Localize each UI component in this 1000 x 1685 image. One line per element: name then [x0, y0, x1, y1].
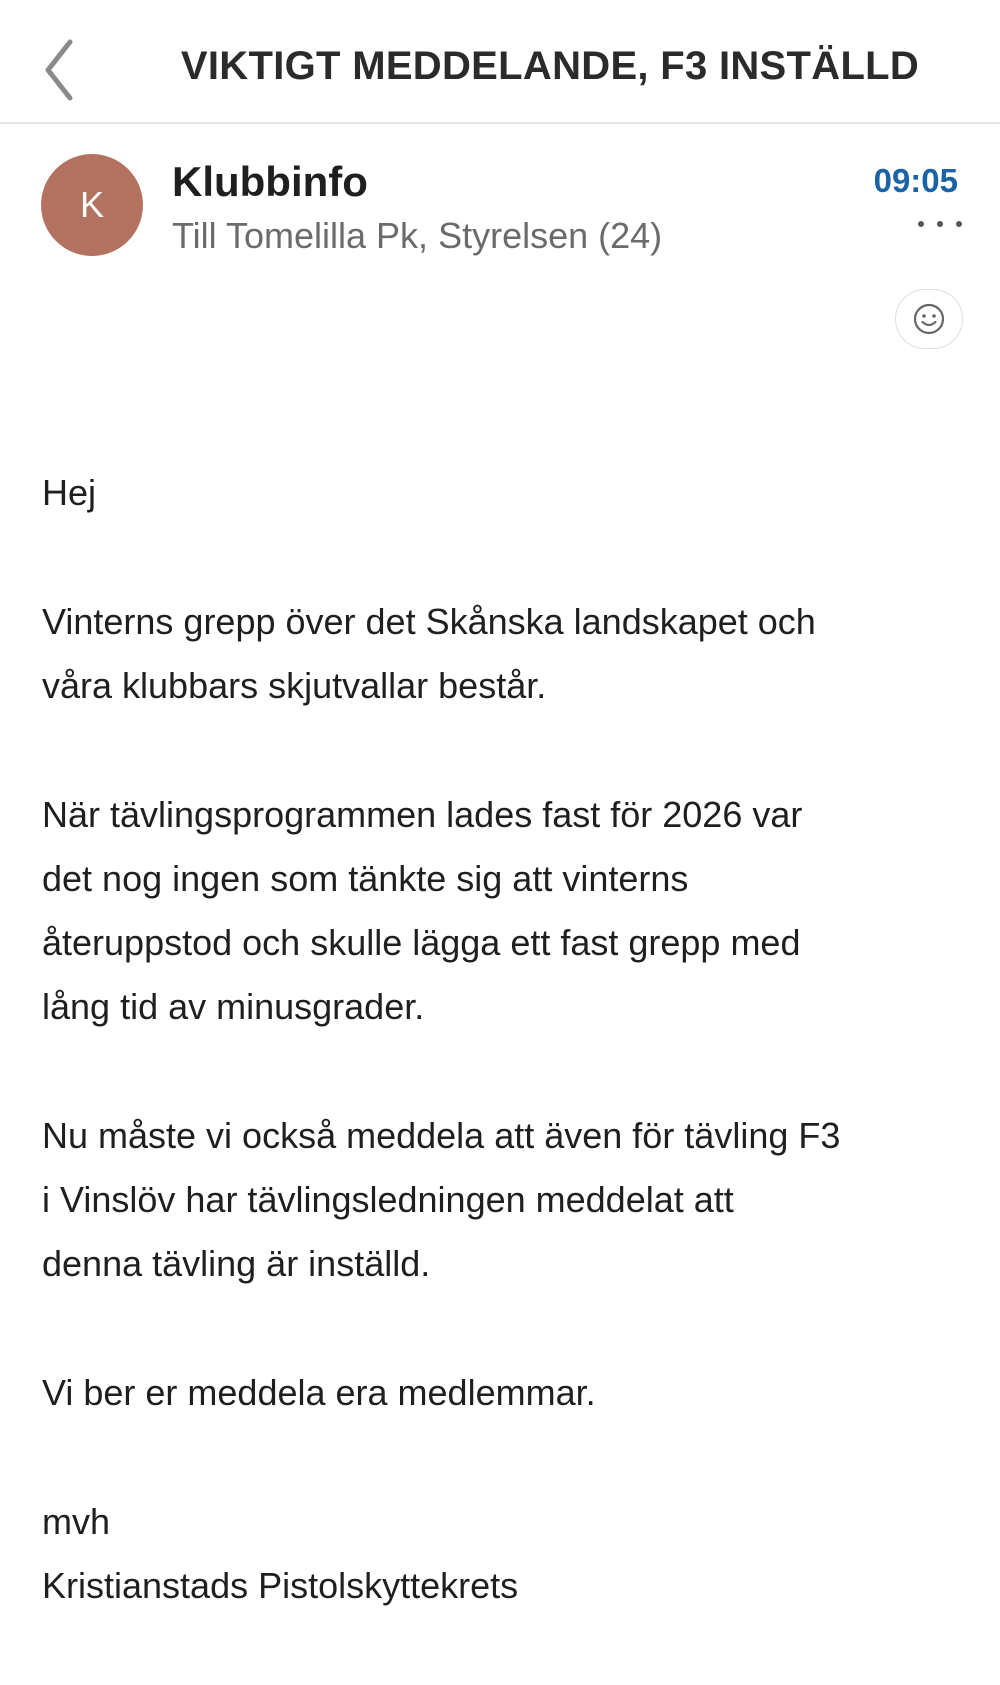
- paragraph-3-line-1: Nu måste vi också meddela att även för tävling F3: [42, 1115, 841, 1156]
- sign-off: mvh: [42, 1501, 111, 1542]
- more-horizontal-icon-dot: [937, 221, 943, 227]
- paragraph-1-line-2: våra klubbars skjutvallar består.: [42, 665, 547, 706]
- message-header: [0, 0, 1000, 124]
- more-options-button[interactable]: [918, 210, 962, 238]
- add-reaction-button[interactable]: [895, 289, 963, 349]
- paragraph-3-line-3: denna tävling är inställd.: [42, 1243, 431, 1284]
- recipients-line[interactable]: Till Tomelilla Pk, Styrelsen (24): [172, 215, 663, 256]
- message-subject: VIKTIGT MEDDELANDE, F3 INSTÄLLD: [180, 44, 920, 88]
- greeting: Hej: [42, 472, 97, 513]
- paragraph-4: Vi ber er meddela era medlemmar.: [42, 1372, 596, 1413]
- message-time: 09:05: [873, 162, 958, 199]
- paragraph-2-line-2: det nog ingen som tänkte sig att vinterns: [42, 858, 689, 899]
- back-button[interactable]: [30, 30, 94, 110]
- smiley-icon: [912, 302, 946, 336]
- paragraph-2-line-3: återuppstod och skulle lägga ett fast grepp med: [42, 922, 801, 963]
- more-horizontal-icon-dot: [918, 221, 924, 227]
- signature: Kristianstads Pistolskyttekrets: [42, 1565, 519, 1606]
- paragraph-3-line-2: i Vinslöv har tävlingsledningen meddelat att: [42, 1179, 734, 1220]
- sender-name[interactable]: Klubbinfo: [172, 158, 368, 205]
- avatar-initial: K: [79, 184, 104, 225]
- more-horizontal-icon-dot: [956, 221, 962, 227]
- paragraph-2-line-1: När tävlingsprogrammen lades fast för 2026 var: [42, 794, 803, 835]
- paragraph-2-line-4: lång tid av minusgrader.: [42, 986, 425, 1027]
- sender-avatar[interactable]: [41, 154, 143, 256]
- chevron-left-icon: [30, 30, 94, 110]
- paragraph-1-line-1: Vinterns grepp över det Skånska landskapet och: [42, 601, 816, 642]
